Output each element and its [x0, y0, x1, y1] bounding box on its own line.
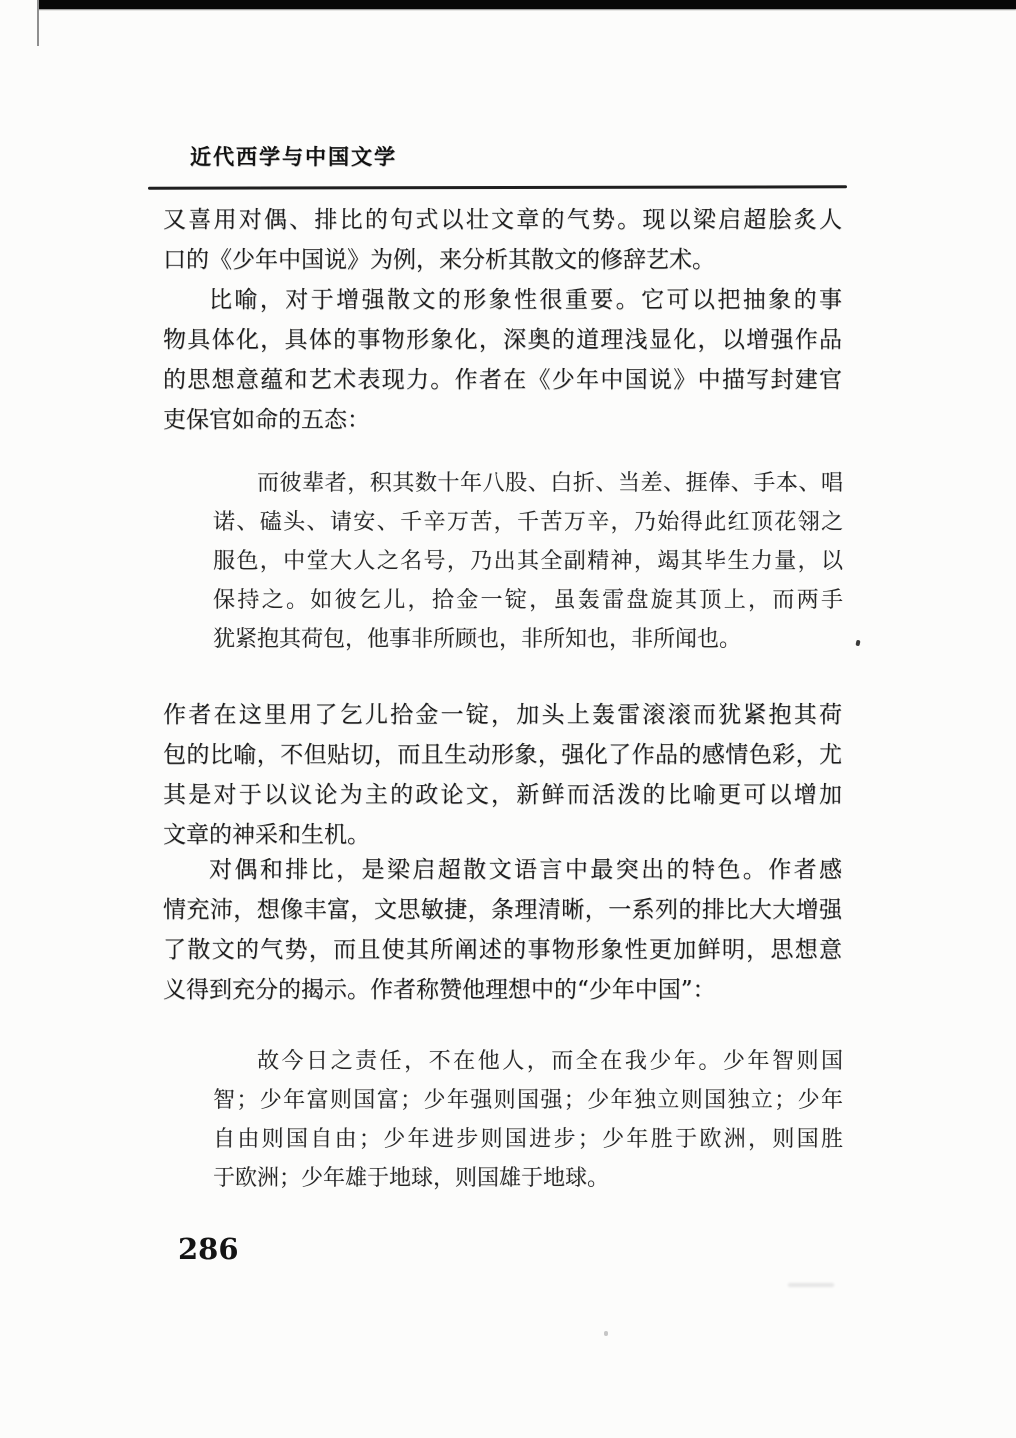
text-line: 包的比喻，不但贴切，而且生动形象，强化了作品的感情色彩，尤: [163, 742, 842, 768]
paragraph: [163, 695, 842, 855]
quote-line: 于欧洲；少年雄于地球，则国雄于地球。: [213, 1166, 610, 1191]
text-line: 的思想意蕴和艺术表现力。作者在《少年中国说》中描写封建官: [163, 367, 842, 393]
text-line: 对偶和排比，是梁启超散文语言中最突出的特色。作者感: [209, 857, 842, 883]
text-line: 比喻，对于增强散文的形象性很重要。它可以把抽象的事: [209, 287, 842, 313]
quote-line: 故今日之责任，不在他人，而全在我少年。少年智则国: [257, 1049, 843, 1074]
quote-line: 智；少年富则国富；少年强则国强；少年独立则国独立；少年: [213, 1088, 843, 1113]
text-line: 情充沛，想像丰富，文思敏捷，条理清晰，一系列的排比大大增强: [163, 897, 842, 923]
text-line: 文章的神采和生机。: [163, 822, 370, 848]
paragraph: [163, 280, 842, 440]
scan-artifact-top-bar: [38, 0, 1016, 9]
scan-artifact-speck: [604, 1331, 608, 1336]
block-quote: [213, 1042, 843, 1198]
text-line: 又喜用对偶、排比的句式以壮文章的气势。现以梁启超脍炙人: [163, 207, 842, 233]
scan-artifact-smudge: [788, 1283, 834, 1287]
text-line: 义得到充分的揭示。作者称赞他理想中的“少年中国”：: [163, 977, 716, 1003]
quote-line: 而彼辈者，积其数十年八股、白折、当差、捱俸、手本、唱: [257, 471, 843, 496]
text-line: 口的《少年中国说》为例，来分析其散文的修辞艺术。: [163, 247, 715, 273]
header-rule: [148, 185, 847, 189]
text-line: 吏保官如命的五态：: [163, 407, 370, 433]
text-line: 物具体化，具体的事物形象化，深奥的道理浅显化，以增强作品: [163, 327, 842, 353]
paragraph: [163, 200, 842, 280]
running-header-title: 近代西学与中国文学: [190, 145, 397, 169]
page-number: 286: [178, 1232, 239, 1266]
quote-line: 犹紧抱其荷包，他事非所顾也，非所知也，非所闻也。: [213, 627, 742, 652]
quote-line: 保持之。如彼乞儿，拾金一锭，虽轰雷盘旋其顶上，而两手: [213, 588, 843, 613]
scan-artifact-speck: [855, 640, 860, 647]
quote-line: 自由则国自由；少年进步则国进步；少年胜于欧洲，则国胜: [213, 1127, 843, 1152]
text-line: 了散文的气势，而且使其所阐述的事物形象性更加鲜明，思想意: [163, 937, 842, 963]
text-line: 其是对于以议论为主的政论文，新鲜而活泼的比喻更可以增加: [163, 782, 842, 808]
quote-line: 服色，中堂大人之名号，乃出其全副精神，竭其毕生力量，以: [213, 549, 843, 574]
quote-line: 诺、磕头、请安、千辛万苦，千苦万辛，乃始得此红顶花翎之: [213, 510, 843, 535]
text-line: 作者在这里用了乞儿拾金一锭，加头上轰雷滚滚而犹紧抱其荷: [163, 702, 842, 728]
paragraph: [163, 850, 842, 1010]
scan-artifact-left-edge-line: [37, 0, 39, 46]
block-quote: [213, 464, 843, 659]
